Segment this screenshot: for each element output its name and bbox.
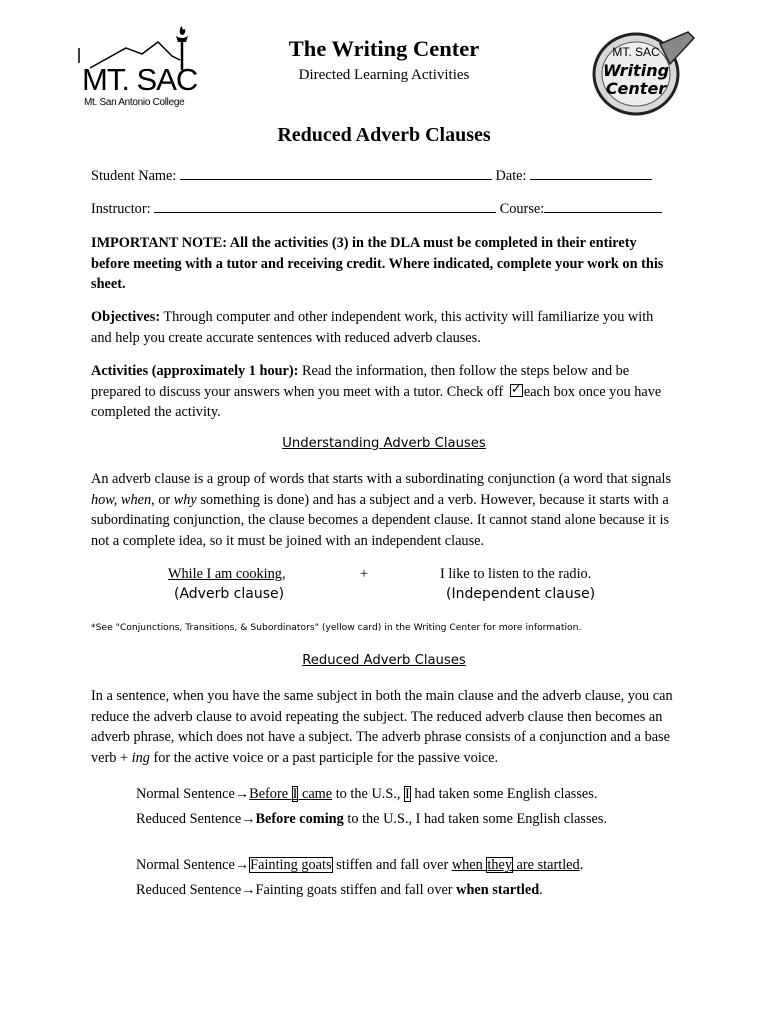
instructor-row [91, 200, 681, 218]
checkbox-icon [510, 384, 523, 397]
instructor-label: Instructor: [91, 201, 151, 217]
svg-text:MT. SAC: MT. SAC [612, 45, 660, 59]
plus-sign: + [360, 566, 369, 582]
reduced-sentence-1: Reduced Sentence→Before coming to the U.S., I had taken some English classes. [136, 811, 608, 827]
section-heading-understanding: Understanding Adverb Clauses [282, 436, 486, 451]
header [0, 0, 768, 120]
student-name-row [91, 167, 681, 185]
objectives-label: Objectives: [91, 309, 161, 325]
adverb-clause-paragraph: An adverb clause is a group of words that starts with a subordinating conjunction (a word that signals how, when, or why something is done) and has a subject and a verb. However, because it starts with a subordinating conjunction, the clause becomes a dependent clause. It cannot stand alone because it is not a complete idea, so it must be joined with an independent clause. [91, 471, 672, 549]
arrow-right-icon: → [234, 786, 250, 802]
student-name-field[interactable] [180, 167, 492, 180]
normal-sentence-1: Normal Sentence→Before I came to the U.S., I had taken some English classes. [136, 786, 598, 802]
activities-paragraph: Activities (approximately 1 hour): Read the information, then follow the steps below and be prepared to discuss your answers when you meet with a tutor. Check off ✓each box once you have completed the activity. [91, 361, 677, 423]
college-name: Mt. San Antonio College [84, 97, 185, 108]
adverb-clause-label: (Adverb clause) [174, 586, 285, 602]
page-title: The Writing Center [288, 36, 480, 61]
document-page: MT. SAC Mt. San Antonio College The Writing Center Directed Learning Activities MT. SAC Writing Center Reduced Adverb Clauses Student Name: Date: Instructor: Course: IMPORTANT NOTE: All the activities (3) in the DLA must be completed in their entirety before meeting with a tutor and receiving credit. Where indicated, complete your work on this sheet. Objectives: Through computer and other independent work, this activity will familiarize you with and help you create accurate sentences with reduced adverb clauses. Activities (approximately 1 hour): Read the information, then follow the steps below and be prepared to discuss your answers when you meet with a tutor. Check off ✓each box once you have completed the activity. Understanding Adverb Clauses An adverb clause is a group of words that starts with a subordinating conjunction (a word that signals how, when, or why something is done) and has a subject and a verb. However, because it starts with a subordinating conjunction, the clause becomes a dependent clause. It cannot stand alone because it is not a complete idea, so it must be joined with an independent clause. While I am cooking, + I like to listen to the radio. (Adverb clause) (Independent clause) *See "Conjunctions, Transitions, & Subordinators" (yellow card) in the Writing Center for more information. Reduced Adverb Clauses In a sentence, when you have the same subject in both the main clause and the adverb clause, you can reduce the adverb clause to avoid repeating the subject. The reduced adverb clause then becomes an adverb phrase, which does not have a subject. The adverb phrase consists of a conjunction and a base verb + ing for the active voice or a past participle for the passive voice. Normal Sentence→Before I came to the U.S., I had taken some English classes. Reduced Sentence→Before coming to the U.S., I had taken some English classes. Normal Sentence→Fainting goats stiffen and fall over when they are startled. Reduced Sentence→Fainting goats stiffen and fall over when startled. [0, 0, 768, 1024]
section-heading-reduced: Reduced Adverb Clauses [302, 653, 466, 668]
reduced-sentence-2: Reduced Sentence→Fainting goats stiffen and fall over when startled. [136, 882, 543, 898]
adverb-clause-example: While I am cooking [168, 566, 282, 582]
course-label: Course: [499, 201, 545, 217]
normal-sentence-2: Normal Sentence→Fainting goats stiffen and fall over when they are startled. [136, 857, 584, 873]
footnote: *See "Conjunctions, Transitions, & Subordinators" (yellow card) in the Writing Center for more information. [91, 622, 582, 633]
student-name-label: Student Name: [91, 168, 177, 184]
independent-clause-example: I like to listen to the radio. [440, 566, 592, 582]
document-title: Reduced Adverb Clauses [277, 124, 491, 146]
important-note: IMPORTANT NOTE: All the activities (3) in the DLA must be completed in their entirety before meeting with a tutor and receiving credit. Where indicated, complete your work on this sheet. [91, 235, 664, 292]
arrow-right-icon: → [241, 882, 256, 898]
svg-text:Writing: Writing [602, 61, 670, 80]
independent-clause-label: (Independent clause) [446, 586, 596, 602]
objectives-paragraph [91, 307, 677, 348]
page-subtitle: Directed Learning Activities [298, 67, 470, 83]
course-field[interactable] [544, 200, 662, 213]
instructor-field[interactable] [154, 200, 496, 213]
reduced-clause-paragraph: In a sentence, when you have the same subject in both the main clause and the adverb clause, you can reduce the adverb clause to avoid repeating the subject. The reduced adverb clause then becomes an adverb phrase, which does not have a subject. The adverb phrase consists of a conjunction and a base verb + ing for the active voice or a past participle for the passive voice. [91, 688, 673, 766]
arrow-right-icon: → [241, 811, 256, 827]
svg-text:Center: Center [605, 79, 667, 98]
arrow-right-icon: → [234, 857, 250, 873]
date-label: Date: [495, 168, 527, 184]
activities-label: Activities (approximately 1 hour): [91, 363, 299, 379]
mt-sac-wordmark: MT. SAC [82, 62, 198, 97]
objectives-text: Through computer and other independent work, this activity will familiarize you with and help you create accurate sentences with reduced adverb clauses. [91, 309, 654, 346]
date-field[interactable] [530, 167, 652, 180]
writing-center-logo [590, 26, 700, 118]
